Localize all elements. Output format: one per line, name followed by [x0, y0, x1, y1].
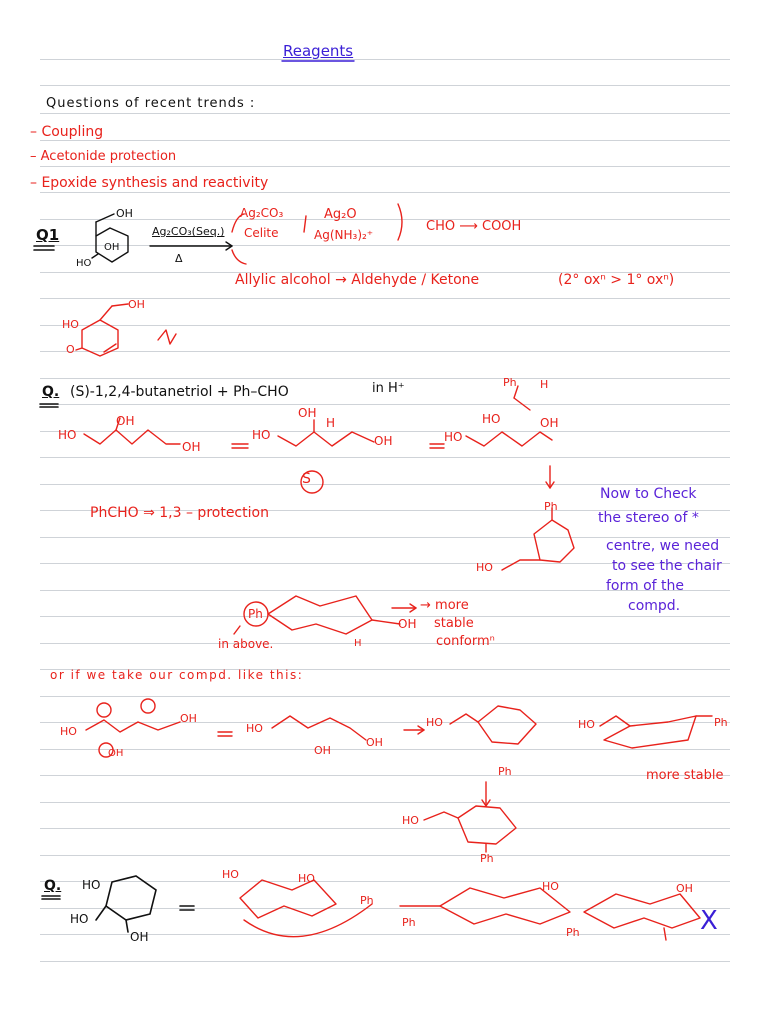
q1-allylic: Allylic alcohol → Aldehyde / Ketone: [235, 272, 480, 288]
q2-question: (S)-1,2,4-butanetriol + Ph–CHO: [70, 384, 289, 400]
row-ph-d: Ph: [714, 716, 728, 729]
q1-prod-o: O: [66, 343, 75, 356]
q1-reagent-bottom: Δ: [175, 252, 183, 265]
trend-item: – Epoxide synthesis and reactivity: [30, 175, 269, 191]
blue-note-line: the stereo of *: [598, 510, 699, 526]
question-label: Q.: [42, 384, 60, 400]
q3-oh: OH: [130, 930, 149, 944]
trends-heading: Questions of recent trends :: [46, 96, 256, 111]
trend-item: – Coupling: [30, 124, 104, 140]
q3-ph: Ph: [360, 894, 374, 907]
blue-note-line: form of the: [606, 578, 685, 594]
q1-oh-ring: OH: [104, 242, 120, 253]
row-ho-b: HO: [246, 722, 263, 735]
q3-ho-a: HO: [222, 868, 239, 881]
q1-ho-ring: HO: [76, 258, 92, 269]
cross-mark: X: [700, 906, 718, 936]
take-compound-note: or if we take our compd. like this:: [50, 668, 304, 682]
blue-note-line: Now to Check: [600, 486, 697, 502]
q1-reagent-top: Ag₂CO₃(Seq.): [152, 225, 225, 238]
q3-ph-b: Ph: [402, 916, 416, 929]
in-above-note: in above.: [218, 637, 274, 651]
more-stable-2: more stable: [646, 768, 724, 783]
q1-prod-ho: HO: [62, 318, 79, 331]
q2-ho-dioxane: HO: [476, 561, 493, 574]
q2-ph-dioxane: Ph: [544, 500, 558, 513]
question-label: Q1: [36, 226, 60, 244]
q2-oh-b: OH: [298, 406, 317, 420]
question-label: Q.: [44, 878, 62, 894]
q3-ho-c: HO: [542, 880, 559, 893]
q2-h-top: H: [540, 378, 549, 391]
q3-ho-1: HO: [82, 878, 101, 892]
q2-oh-c: OH: [540, 416, 559, 430]
q1-note-oxidation: CHO ⟶ COOH: [426, 219, 522, 234]
q2-ho-c2: HO: [482, 412, 501, 426]
q3-ph-c: Ph: [566, 926, 580, 939]
more-stable-line: stable: [434, 616, 474, 631]
q1-note-ag2co3: Ag₂CO₃: [240, 206, 284, 220]
row-ho-d: HO: [578, 718, 595, 731]
chair-ph: Ph: [248, 607, 263, 621]
q2-ho-c: HO: [444, 430, 463, 444]
q2-ho-b: HO: [252, 428, 271, 442]
q2-h-b: H: [326, 416, 336, 430]
q2-oh-4: OH: [182, 440, 201, 454]
row-oh-b2: OH: [366, 736, 383, 749]
q1-order: (2° oxⁿ > 1° oxⁿ): [558, 272, 675, 288]
blue-note-line: to see the chair: [612, 558, 722, 574]
q3-ho-2: HO: [70, 912, 89, 926]
q2-oh-b2: OH: [374, 434, 393, 448]
q1-prod-oh: OH: [128, 298, 145, 311]
blue-note-line: centre, we need: [606, 538, 720, 554]
q1-note-tollens: Ag(NH₃)₂⁺: [314, 228, 374, 242]
trend-item: – Acetonide protection: [30, 149, 177, 164]
q2-condition: in H⁺: [372, 381, 405, 396]
q1-oh-top: OH: [116, 207, 133, 220]
more-stable-line: → more: [420, 598, 469, 613]
row-oh-a2: OH: [108, 748, 124, 759]
row-ho-c: HO: [426, 716, 443, 729]
bottom-ph: Ph: [480, 852, 494, 865]
row-ph-c: Ph: [498, 765, 512, 778]
q2-ho-1: HO: [58, 428, 77, 442]
row-oh-b: OH: [314, 744, 331, 757]
q2-s-label: S: [302, 471, 311, 487]
q3-ho-b: HO: [298, 872, 315, 885]
q2-oh-2: OH: [116, 414, 135, 428]
q2-ph-top: Ph: [503, 376, 517, 389]
chair-h: H: [354, 638, 362, 649]
page-title: Reagents: [283, 42, 354, 60]
row-ho-a: HO: [60, 725, 77, 738]
q3-oh-d: OH: [676, 882, 693, 895]
chair-oh: OH: [398, 617, 417, 631]
q2-phcho-note: PhCHO ⇒ 1,3 – protection: [90, 505, 269, 521]
row-oh-a: OH: [180, 712, 197, 725]
bottom-ho: HO: [402, 814, 419, 827]
blue-note-line: compd.: [628, 598, 681, 614]
more-stable-line: conformⁿ: [436, 634, 495, 649]
q1-note-celite: Celite: [244, 226, 279, 240]
q1-note-ag2o: Ag₂O: [324, 207, 357, 222]
